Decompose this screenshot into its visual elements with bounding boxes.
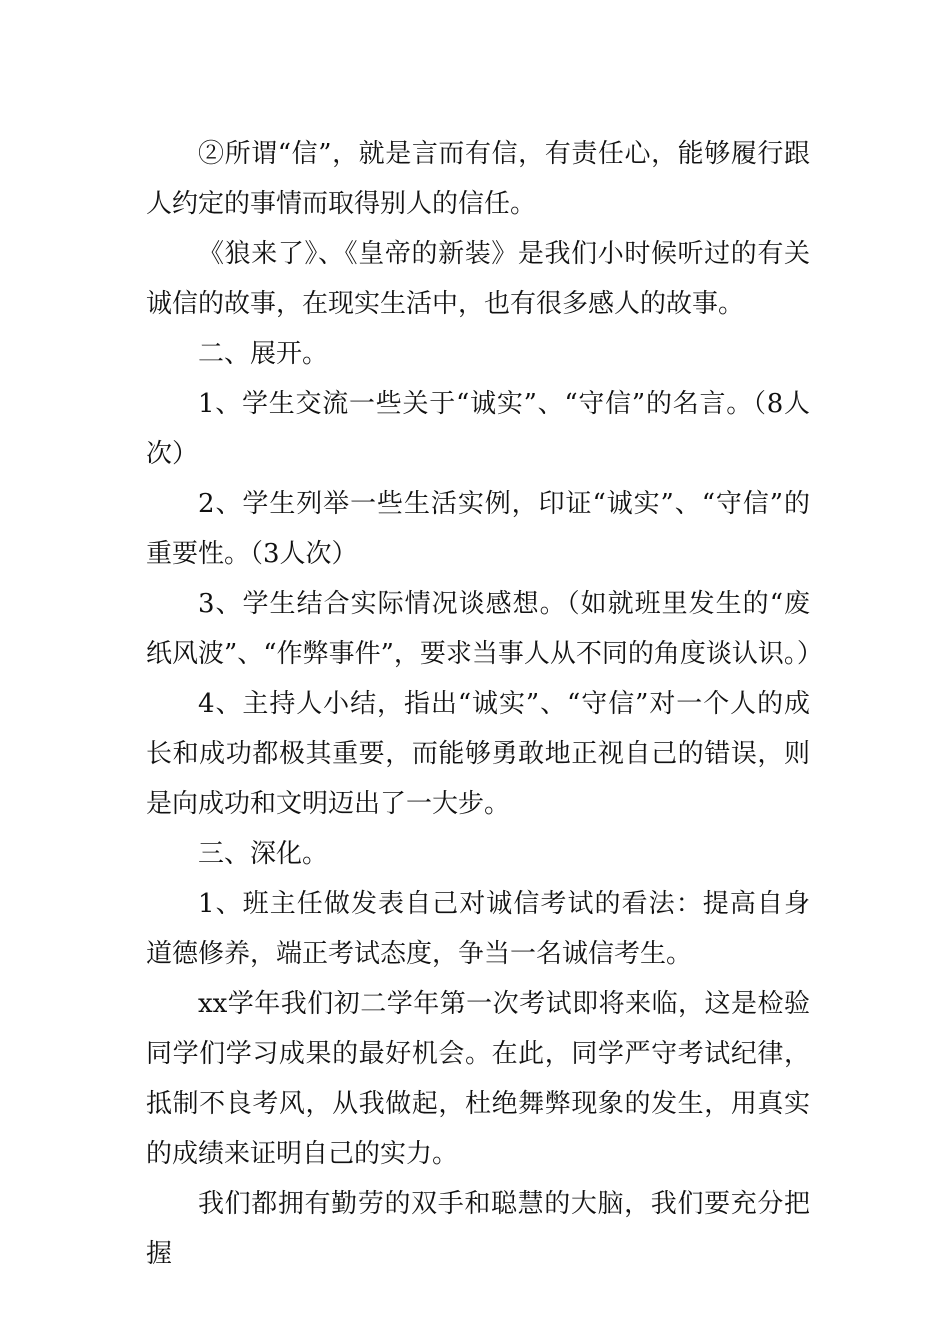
paragraph: 1、班主任做发表自己对诚信考试的看法：提高自身道德修养，端正考试态度，争当一名诚信考生。 [146,889,810,969]
paragraph: 3、学生结合实际情况谈感想。（如就班里发生的“废纸风波”、“作弊事件”，要求当事人从不同的角度谈认识。） [146,589,823,669]
section-heading: 二、展开。 [198,339,329,369]
paragraph: 2、学生列举一些生活实例，印证“诚实”、“守信”的重要性。（3人次） [146,489,810,569]
paragraph: 1、学生交流一些关于“诚实”、“守信”的名言。（8人次） [146,389,810,469]
paragraph: 4、主持人小结，指出“诚实”、“守信”对一个人的成长和成功都极其重要，而能够勇敢地正视自己的错误，则是向成功和文明迈出了一大步。 [146,689,810,819]
paragraph: 《狼来了》、《皇帝的新装》是我们小时候听过的有关诚信的故事，在现实生活中，也有很多感人的故事。 [146,239,810,319]
paragraph: 我们都拥有勤劳的双手和聪慧的大脑，我们要充分把握 [146,1189,810,1269]
section-heading: 三、深化。 [198,839,329,869]
document-body [146,129,823,1279]
paragraph: ②所谓“信”，就是言而有信，有责任心，能够履行跟人约定的事情而取得别人的信任。 [146,139,810,219]
paragraph: xx学年我们初二学年第一次考试即将来临，这是检验同学们学习成果的最好机会。在此，同学严守考试纪律，抵制不良考风，从我做起，杜绝舞弊现象的发生，用真实的成绩来证明自己的实力。 [146,989,810,1169]
